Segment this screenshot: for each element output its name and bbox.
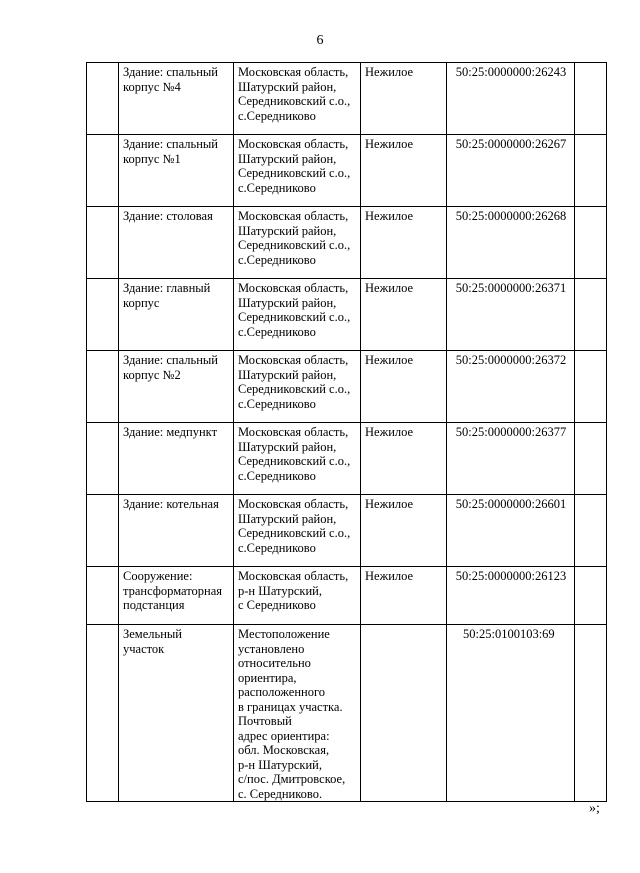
cadastral-number-cell: 50:25:0100103:69 — [447, 625, 575, 802]
extra-cell — [575, 279, 607, 351]
table-row — [87, 423, 607, 495]
address-cell: Московская область, Шатурский район, Середниковский с.о., с.Середниково — [234, 63, 361, 135]
cadastral-number-cell: 50:25:0000000:26371 — [447, 279, 575, 351]
property-table — [86, 62, 607, 802]
index-cell — [87, 135, 119, 207]
object-name-cell: Здание: котельная — [119, 495, 234, 567]
purpose-cell: Нежилое — [361, 351, 447, 423]
purpose-cell: Нежилое — [361, 567, 447, 625]
index-cell — [87, 351, 119, 423]
purpose-cell: Нежилое — [361, 135, 447, 207]
object-name-cell: Земельный участок — [119, 625, 234, 802]
cadastral-number-cell: 50:25:0000000:26123 — [447, 567, 575, 625]
index-cell — [87, 495, 119, 567]
extra-cell — [575, 495, 607, 567]
object-name-cell: Здание: главный корпус — [119, 279, 234, 351]
object-name-cell: Здание: спальный корпус №2 — [119, 351, 234, 423]
table-row — [87, 63, 607, 135]
purpose-cell: Нежилое — [361, 63, 447, 135]
page-number: 6 — [316, 33, 324, 48]
index-cell — [87, 207, 119, 279]
table-row — [87, 625, 607, 802]
purpose-cell — [361, 625, 447, 802]
address-cell: Московская область, Шатурский район, Середниковский с.о., с.Середниково — [234, 495, 361, 567]
purpose-cell: Нежилое — [361, 207, 447, 279]
address-cell: Московская область, Шатурский район, Середниковский с.о., с.Середниково — [234, 207, 361, 279]
index-cell — [87, 63, 119, 135]
index-cell — [87, 279, 119, 351]
address-cell: Местоположение установлено относительно ориентира, расположенного в границах участка. Почтовый адрес ориентира: обл. Московская, р-н Шатурский, с/пос. Дмитровское, с. Середниково. — [234, 625, 361, 802]
table-row — [87, 135, 607, 207]
cadastral-number-cell: 50:25:0000000:26268 — [447, 207, 575, 279]
extra-cell — [575, 63, 607, 135]
table-row — [87, 207, 607, 279]
purpose-cell: Нежилое — [361, 279, 447, 351]
extra-cell — [575, 207, 607, 279]
purpose-cell: Нежилое — [361, 423, 447, 495]
purpose-cell: Нежилое — [361, 495, 447, 567]
extra-cell — [575, 351, 607, 423]
extra-cell — [575, 625, 607, 802]
address-cell: Московская область, Шатурский район, Середниковский с.о., с.Середниково — [234, 423, 361, 495]
extra-cell — [575, 135, 607, 207]
object-name-cell: Здание: столовая — [119, 207, 234, 279]
table-row — [87, 495, 607, 567]
index-cell — [87, 625, 119, 802]
closing-quote-mark: »; — [589, 801, 600, 816]
extra-cell — [575, 423, 607, 495]
cadastral-number-cell: 50:25:0000000:26601 — [447, 495, 575, 567]
address-cell: Московская область, Шатурский район, Середниковский с.о., с.Середниково — [234, 135, 361, 207]
object-name-cell: Здание: спальный корпус №4 — [119, 63, 234, 135]
cadastral-number-cell: 50:25:0000000:26267 — [447, 135, 575, 207]
address-cell: Московская область, Шатурский район, Середниковский с.о., с.Середниково — [234, 351, 361, 423]
table-row — [87, 279, 607, 351]
object-name-cell: Здание: медпункт — [119, 423, 234, 495]
extra-cell — [575, 567, 607, 625]
cadastral-number-cell: 50:25:0000000:26243 — [447, 63, 575, 135]
index-cell — [87, 567, 119, 625]
index-cell — [87, 423, 119, 495]
object-name-cell: Здание: спальный корпус №1 — [119, 135, 234, 207]
object-name-cell: Сооружение: трансформаторная подстанция — [119, 567, 234, 625]
cadastral-number-cell: 50:25:0000000:26377 — [447, 423, 575, 495]
table-row — [87, 351, 607, 423]
table-row — [87, 567, 607, 625]
address-cell: Московская область, р-н Шатурский, с Середниково — [234, 567, 361, 625]
cadastral-number-cell: 50:25:0000000:26372 — [447, 351, 575, 423]
address-cell: Московская область, Шатурский район, Середниковский с.о., с.Середниково — [234, 279, 361, 351]
